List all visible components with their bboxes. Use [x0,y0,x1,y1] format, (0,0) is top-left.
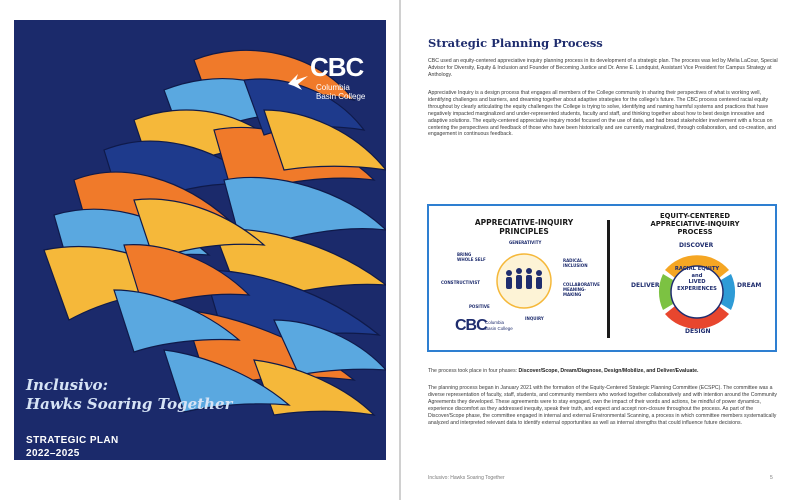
principle-constructivist: CONSTRUCTIVIST [441,280,480,285]
paragraph-planning-process: The planning process began in January 2021 with the formation of the Equity-Centered Strategic Planning Committee (ECSPC). The committee was a diverse representation of faculty, staff, students, and community members who worked together collaboratively and with intention around the Community Agreements they developed. These agreements were to stay engaged, own the impact of their words and actions, be mindful of power dynamics, experience discomfort as they addressed inequity, speak their truth, and expect and accept non-closure throughout the process. As part of the Discover/Scope phase, the committee engaged in internal and external Environmental Scanning, a process in which committee members systematically analyzed and interpreted relevant data to identify external opportunities as well as internal strengths that could influence future decisions. [428,385,777,426]
mini-logo-mark: CBC [455,317,487,334]
cover-title-line-2: Hawks Soaring Together [26,395,233,413]
cover-page [14,20,386,460]
ai-principles-title [459,218,589,236]
ec-process-title [625,212,765,236]
cover-title-line-1: Inclusivo: [26,376,109,394]
principle-generativity: GENERATIVITY [509,240,542,245]
center-line-1: RACIAL EQUITY [674,266,720,272]
footer-document-title: Inclusivo: Hawks Soaring Together [428,475,505,481]
mini-logo-text [485,320,513,331]
page-title: Strategic Planning Process [428,36,603,50]
ai-title-line-2: PRINCIPLES [499,227,549,236]
principle-collaborative: COLLABORATIVE MEANING-MAKING [563,282,600,297]
paragraph-phases [428,368,778,375]
process-infographic [427,204,777,352]
cover-title [26,376,276,414]
phases-prefix: The process took place in four phases: [428,368,519,374]
page-gutter [399,0,401,500]
infographic-divider [607,220,610,338]
page-number: 5 [770,475,773,481]
cbc-logo [286,54,376,104]
mini-logo-line-1: Columbia [485,320,505,325]
phases-list: Discover/Scope, Dream/Diagnose, Design/Mobilize, and Deliver/Evaluate. [518,368,699,374]
ec-title-line-2: APPRECIATIVE-INQUIRY [650,220,740,228]
principle-positive: POSITIVE [469,304,490,309]
center-label [669,266,725,292]
logo-line-2: Basin College [316,92,366,101]
center-line-2: and [691,272,703,279]
logo-mark: CBC [310,52,364,82]
cover-years: 2022–2025 [26,448,80,459]
infographic-cbc-logo [455,317,513,334]
paragraph-appreciative-inquiry: Appreciative Inquiry is a design process that engages all members of the College community in sharing their perspectives of what is working well, identifying challenges and barriers, and dreaming together about adaptive strategies for the college’s future. The CBC process centered racial equity throughout by clearly articulating the equity challenges the College is trying to solve, identifying and naming harmful systems and practices that have negatively impacted marginalized and under-represented students, faculty and staff, and thinking together about how to best design innovative and adaptive solutions. The equity-centered appreciative inquiry model focused on the use of data, and had broad stakeholder involvement with a focus on centering the perspectives and feedback of those who have been historically and are currently marginalized, through collaboration, and co-creation, and engagement in continuous feedback. [428,90,777,138]
ai-title-line-1: APPRECIATIVE-INQUIRY [474,218,574,227]
ec-title-line-1: EQUITY-CENTERED [660,212,730,220]
phase-design: DESIGN [685,328,711,335]
principle-radical-inclusion: RADICAL INCLUSION [563,258,588,268]
phase-deliver: DELIVER [631,282,660,289]
principles-people-illustration [489,251,559,311]
cover-subtitle: STRATEGIC PLAN [26,435,119,446]
center-line-3: LIVED EXPERIENCES [677,279,717,292]
hawk-logo-icon [286,70,312,92]
mini-logo-line-2: Basin College [485,325,513,331]
ec-title-line-3: PROCESS [677,228,713,236]
logo-line-1: Columbia [316,83,350,92]
phase-discover: DISCOVER [679,242,714,249]
phase-dream: DREAM [737,282,762,289]
paragraph-intro: CBC used an equity-centered appreciative inquiry planning process in its development of a strategic plan. The process was led by Melia LaCour, Special Advisor for Diversity, Equity & Inclusion and Founder of Becoming Justice and Dr. Anne E. Lundquist, Assistant Vice President for Campus Strategy at Anthology. [428,58,778,78]
principle-inquiry: INQUIRY [525,316,544,321]
principle-bring-whole-self: BRING WHOLE SELF [457,252,486,262]
